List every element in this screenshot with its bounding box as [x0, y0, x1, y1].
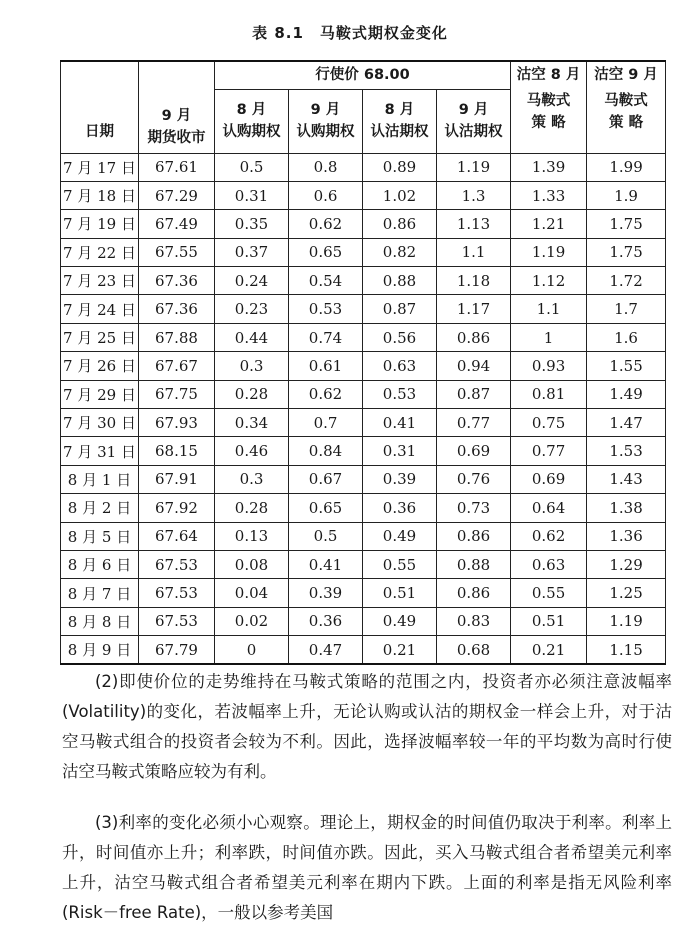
value-cell: 67.53: [139, 579, 215, 607]
value-cell: 0.63: [511, 550, 587, 578]
table-row: [61, 181, 666, 209]
value-cell: 0.54: [289, 267, 363, 295]
value-cell: 0.62: [289, 210, 363, 238]
value-cell: 0.87: [363, 295, 437, 323]
value-cell: 1.39: [511, 153, 587, 181]
table-row: [61, 323, 666, 351]
value-cell: 0.94: [437, 352, 511, 380]
value-cell: 1.9: [587, 181, 666, 209]
value-cell: 1.12: [511, 267, 587, 295]
value-cell: 0.61: [289, 352, 363, 380]
table-row: [61, 607, 666, 635]
value-cell: 67.75: [139, 380, 215, 408]
value-cell: 0.34: [215, 409, 289, 437]
header-date: [61, 61, 139, 153]
value-cell: 1.43: [587, 465, 666, 493]
value-cell: 0.53: [289, 295, 363, 323]
header-short-aug: [511, 61, 587, 153]
value-cell: 68.15: [139, 437, 215, 465]
value-cell: 1.99: [587, 153, 666, 181]
value-cell: 0.39: [363, 465, 437, 493]
value-cell: 0.28: [215, 494, 289, 522]
value-cell: 0.55: [363, 550, 437, 578]
date-cell: 7 月 29 日: [61, 380, 139, 408]
value-cell: 0.64: [511, 494, 587, 522]
value-cell: 0.3: [215, 352, 289, 380]
value-cell: 0.69: [437, 437, 511, 465]
header-short-sep: [587, 61, 666, 153]
value-cell: 0.86: [437, 323, 511, 351]
date-cell: 7 月 17 日: [61, 153, 139, 181]
value-cell: 1.15: [587, 636, 666, 664]
value-cell: 67.67: [139, 352, 215, 380]
value-cell: 0.51: [511, 607, 587, 635]
header-sep-put-line2: 认沽期权: [444, 124, 503, 140]
table-row: [61, 522, 666, 550]
value-cell: 0.5: [289, 522, 363, 550]
date-cell: 8 月 8 日: [61, 607, 139, 635]
value-cell: 0.23: [215, 295, 289, 323]
date-cell: 7 月 19 日: [61, 210, 139, 238]
value-cell: 0.51: [363, 579, 437, 607]
table-row: [61, 409, 666, 437]
value-cell: 0.68: [437, 636, 511, 664]
date-cell: 7 月 24 日: [61, 295, 139, 323]
value-cell: 0.36: [289, 607, 363, 635]
value-cell: 0.77: [511, 437, 587, 465]
table-row: [61, 267, 666, 295]
table-row: [61, 636, 666, 664]
value-cell: 0.74: [289, 323, 363, 351]
date-cell: 7 月 23 日: [61, 267, 139, 295]
value-cell: 1.36: [587, 522, 666, 550]
table-body: [61, 153, 666, 664]
header-aug-put-line1: 8 月: [384, 102, 415, 118]
date-cell: 7 月 22 日: [61, 238, 139, 266]
value-cell: 0.63: [363, 352, 437, 380]
value-cell: 1.33: [511, 181, 587, 209]
value-cell: 0.69: [511, 465, 587, 493]
value-cell: 0.36: [363, 494, 437, 522]
value-cell: 0.04: [215, 579, 289, 607]
header-short-aug-line1: 沽空 8 月: [516, 67, 581, 83]
value-cell: 1.02: [363, 181, 437, 209]
value-cell: 67.55: [139, 238, 215, 266]
value-cell: 0.41: [363, 409, 437, 437]
paragraph-volatility: [62, 667, 672, 787]
value-cell: 1.55: [587, 352, 666, 380]
value-cell: 0.08: [215, 550, 289, 578]
straddle-premium-table: [60, 60, 666, 665]
value-cell: 1.25: [587, 579, 666, 607]
value-cell: 67.61: [139, 153, 215, 181]
paragraph-interest-rate: [62, 808, 672, 928]
header-short-aug-line3: 策 略: [531, 115, 566, 131]
value-cell: 0.56: [363, 323, 437, 351]
table-row: [61, 295, 666, 323]
date-cell: 8 月 6 日: [61, 550, 139, 578]
value-cell: 1.7: [587, 295, 666, 323]
value-cell: 0.31: [363, 437, 437, 465]
value-cell: 0.86: [363, 210, 437, 238]
paragraph-interest-rate-text: (3)利率的变化必须小心观察。理论上，期权金的时间值仍取决于利率。利率上升，时间值亦上升；利率跌，时间值亦跌。因此，买入马鞍式组合者希望美元利率上升，沽空马鞍式组合者希望美元利率在期内下跌。上面的利率是指无风险利率(Risk－free Rate)，一般以参考美国: [62, 813, 672, 922]
value-cell: 0.88: [437, 550, 511, 578]
value-cell: 0.76: [437, 465, 511, 493]
value-cell: 67.91: [139, 465, 215, 493]
paragraph-volatility-text: (2)即使价位的走势维持在马鞍式策略的范围之内，投资者亦必须注意波幅率(Volatility)的变化，若波幅率上升，无论认购或认沽的期权金一样会上升，对于沽空马鞍式组合的投资者会较为不利。因此，选择波幅率较一年的平均数为高时行使沽空马鞍式策略应较为有利。: [62, 672, 672, 781]
value-cell: 0.39: [289, 579, 363, 607]
header-aug-call-line2: 认购期权: [222, 124, 281, 140]
value-cell: 1.53: [587, 437, 666, 465]
header-sep-call: [289, 89, 363, 153]
value-cell: 0.7: [289, 409, 363, 437]
value-cell: 1.1: [437, 238, 511, 266]
value-cell: 0.02: [215, 607, 289, 635]
value-cell: 1.75: [587, 210, 666, 238]
value-cell: 0.81: [511, 380, 587, 408]
value-cell: 0.89: [363, 153, 437, 181]
table-row: [61, 550, 666, 578]
value-cell: 0.67: [289, 465, 363, 493]
header-strike-group: 行使价 68.00: [215, 61, 511, 89]
header-short-aug-line2: 马鞍式: [526, 93, 571, 109]
value-cell: 0.37: [215, 238, 289, 266]
date-cell: 7 月 30 日: [61, 409, 139, 437]
value-cell: 67.53: [139, 607, 215, 635]
value-cell: 0.65: [289, 238, 363, 266]
header-sep-call-line1: 9 月: [310, 102, 341, 118]
header-row-1: [61, 61, 666, 89]
value-cell: 1.3: [437, 181, 511, 209]
value-cell: 0.86: [437, 579, 511, 607]
table-row: [61, 153, 666, 181]
header-sep-put: [437, 89, 511, 153]
header-futures: [139, 61, 215, 153]
header-short-sep-line3: 策 略: [609, 115, 644, 131]
table-row: [61, 380, 666, 408]
value-cell: 67.36: [139, 267, 215, 295]
date-cell: 7 月 26 日: [61, 352, 139, 380]
value-cell: 1.75: [587, 238, 666, 266]
value-cell: 0.83: [437, 607, 511, 635]
value-cell: 67.93: [139, 409, 215, 437]
value-cell: 0.53: [363, 380, 437, 408]
table-row: [61, 579, 666, 607]
header-aug-put: [363, 89, 437, 153]
value-cell: 0.47: [289, 636, 363, 664]
value-cell: 67.64: [139, 522, 215, 550]
value-cell: 0.86: [437, 522, 511, 550]
header-short-sep-line2: 马鞍式: [604, 93, 648, 109]
value-cell: 0.46: [215, 437, 289, 465]
value-cell: 0.49: [363, 522, 437, 550]
table-row: [61, 210, 666, 238]
value-cell: 0.44: [215, 323, 289, 351]
value-cell: 67.88: [139, 323, 215, 351]
header-date-label: 日期: [85, 123, 114, 140]
date-cell: 8 月 2 日: [61, 494, 139, 522]
table-row: [61, 238, 666, 266]
value-cell: 0.77: [437, 409, 511, 437]
header-aug-put-line2: 认沽期权: [370, 124, 429, 140]
value-cell: 1.17: [437, 295, 511, 323]
value-cell: 0.93: [511, 352, 587, 380]
value-cell: 1.72: [587, 267, 666, 295]
header-sep-call-line2: 认购期权: [296, 124, 355, 140]
date-cell: 8 月 9 日: [61, 636, 139, 664]
header-futures-line2: 期货收市: [147, 129, 206, 146]
value-cell: 0.8: [289, 153, 363, 181]
table-row: [61, 437, 666, 465]
value-cell: 1.18: [437, 267, 511, 295]
date-cell: 8 月 7 日: [61, 579, 139, 607]
value-cell: 0.88: [363, 267, 437, 295]
value-cell: 67.53: [139, 550, 215, 578]
value-cell: 67.36: [139, 295, 215, 323]
date-cell: 7 月 18 日: [61, 181, 139, 209]
header-aug-call-line1: 8 月: [236, 102, 267, 118]
value-cell: 0.62: [289, 380, 363, 408]
value-cell: 1.19: [437, 153, 511, 181]
value-cell: 0.21: [363, 636, 437, 664]
value-cell: 0.28: [215, 380, 289, 408]
value-cell: 1.47: [587, 409, 666, 437]
value-cell: 1.1: [511, 295, 587, 323]
header-short-sep-line1: 沽空 9 月: [594, 67, 658, 83]
value-cell: 0.3: [215, 465, 289, 493]
date-cell: 8 月 5 日: [61, 522, 139, 550]
value-cell: 0.41: [289, 550, 363, 578]
date-cell: 8 月 1 日: [61, 465, 139, 493]
value-cell: 1.13: [437, 210, 511, 238]
table-caption: 表 8.1 马鞍式期权金变化: [252, 24, 448, 42]
value-cell: 0.62: [511, 522, 587, 550]
value-cell: 0.87: [437, 380, 511, 408]
value-cell: 67.29: [139, 181, 215, 209]
header-aug-call: [215, 89, 289, 153]
date-cell: 7 月 25 日: [61, 323, 139, 351]
value-cell: 0.82: [363, 238, 437, 266]
value-cell: 0.65: [289, 494, 363, 522]
value-cell: 1.19: [587, 607, 666, 635]
value-cell: 0.13: [215, 522, 289, 550]
table-row: [61, 352, 666, 380]
value-cell: 0.49: [363, 607, 437, 635]
header-sep-put-line1: 9 月: [458, 102, 489, 118]
value-cell: 0.31: [215, 181, 289, 209]
value-cell: 67.92: [139, 494, 215, 522]
value-cell: 1.21: [511, 210, 587, 238]
value-cell: 0.84: [289, 437, 363, 465]
value-cell: 0.6: [289, 181, 363, 209]
value-cell: 0.35: [215, 210, 289, 238]
value-cell: 0.5: [215, 153, 289, 181]
value-cell: 1.6: [587, 323, 666, 351]
value-cell: 1: [511, 323, 587, 351]
value-cell: 67.79: [139, 636, 215, 664]
value-cell: 0.21: [511, 636, 587, 664]
value-cell: 67.49: [139, 210, 215, 238]
value-cell: 1.29: [587, 550, 666, 578]
table-row: [61, 494, 666, 522]
table-row: [61, 465, 666, 493]
value-cell: 0.24: [215, 267, 289, 295]
value-cell: 1.49: [587, 380, 666, 408]
value-cell: 0.73: [437, 494, 511, 522]
value-cell: 0.75: [511, 409, 587, 437]
header-futures-line1: 9 月: [161, 107, 192, 124]
value-cell: 1.38: [587, 494, 666, 522]
value-cell: 0.55: [511, 579, 587, 607]
value-cell: 0: [215, 636, 289, 664]
value-cell: 1.19: [511, 238, 587, 266]
date-cell: 7 月 31 日: [61, 437, 139, 465]
